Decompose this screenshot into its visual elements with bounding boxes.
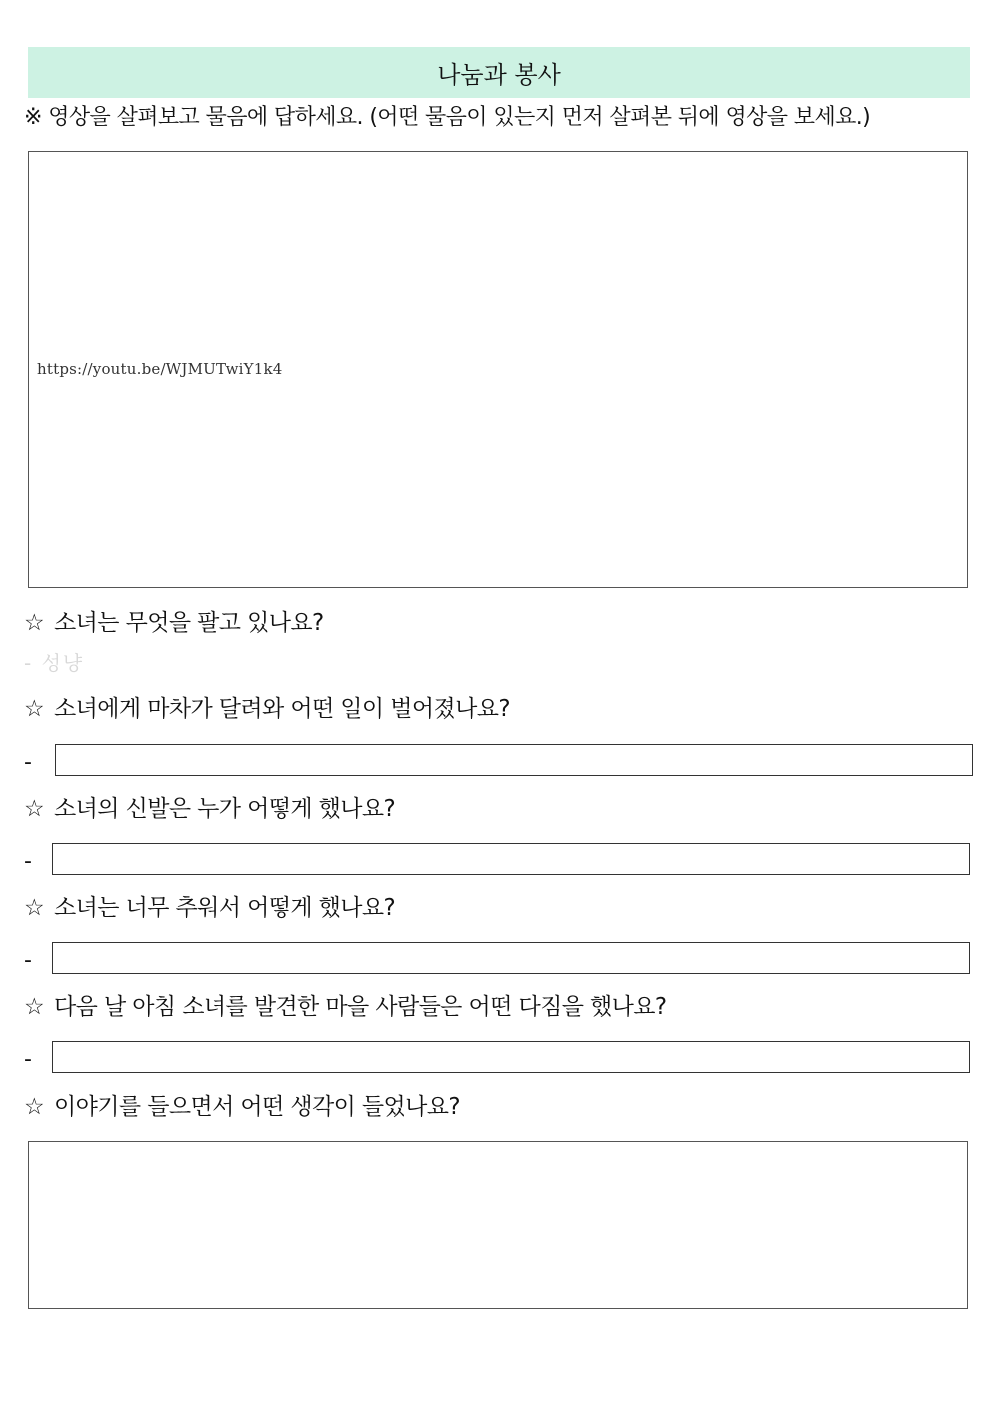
- question-2-text: 소녀에게 마차가 달려와 어떤 일이 벌어졌나요?: [54, 696, 510, 722]
- answer-5-input[interactable]: [52, 1041, 970, 1073]
- answer-1-prefix: -: [24, 651, 34, 674]
- question-5: [24, 991, 984, 1023]
- question-1-text: 소녀는 무엇을 팔고 있나요?: [54, 610, 324, 636]
- answer-row-2: [22, 744, 982, 778]
- question-2: [24, 693, 984, 725]
- answer-2-input[interactable]: [55, 744, 973, 776]
- star-icon: ☆: [24, 895, 45, 921]
- worksheet-title-bar: [28, 47, 970, 98]
- question-4: [24, 892, 984, 924]
- answer-1-faint: [24, 650, 84, 674]
- answer-5-dash: -: [24, 1047, 32, 1072]
- video-embed-box[interactable]: [28, 151, 968, 588]
- answer-row-4: [22, 942, 982, 976]
- star-icon: ☆: [24, 1094, 45, 1120]
- question-6-text: 이야기를 들으면서 어떤 생각이 들었나요?: [54, 1094, 460, 1120]
- question-3-text: 소녀의 신발은 누가 어떻게 했나요?: [54, 796, 396, 822]
- answer-3-input[interactable]: [52, 843, 970, 875]
- answer-4-dash: -: [24, 948, 32, 973]
- worksheet-title: 나눔과 봉사: [437, 61, 561, 89]
- answer-row-5: [22, 1041, 982, 1075]
- question-4-text: 소녀는 너무 추워서 어떻게 했나요?: [54, 895, 396, 921]
- question-1: [24, 607, 984, 639]
- star-icon: ☆: [24, 796, 45, 822]
- question-6: [24, 1091, 984, 1123]
- answer-2-dash: -: [24, 750, 32, 775]
- answer-3-dash: -: [24, 849, 32, 874]
- star-icon: ☆: [24, 696, 45, 722]
- instruction-text: ※ 영상을 살펴보고 물음에 답하세요. (어떤 물음이 있는지 먼저 살펴본 뒤에 영상을 보세요.): [24, 105, 871, 130]
- question-5-text: 다음 날 아침 소녀를 발견한 마을 사람들은 어떤 다짐을 했나요?: [54, 994, 667, 1020]
- answer-6-textarea[interactable]: [28, 1141, 968, 1309]
- answer-1-value: 성냥: [41, 651, 85, 674]
- answer-row-3: [22, 843, 982, 877]
- answer-4-input[interactable]: [52, 942, 970, 974]
- star-icon: ☆: [24, 994, 45, 1020]
- video-link[interactable]: https://youtu.be/WJMUTwiY1k4: [37, 360, 283, 378]
- star-icon: ☆: [24, 610, 45, 636]
- question-3: [24, 793, 984, 825]
